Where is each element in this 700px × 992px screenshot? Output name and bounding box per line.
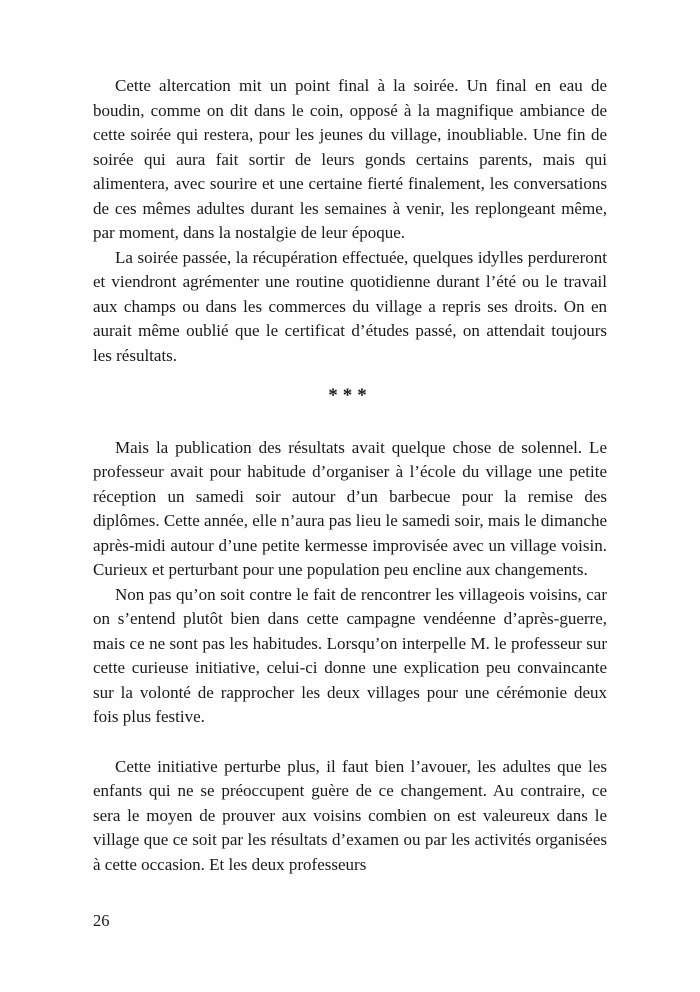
paragraph-4: Non pas qu’on soit contre le fait de rencontrer les villageois voisins, car on s’entend plutôt bien dans cette campagne vendéenne d’après-guerre, mais ce ne sont pas les habitudes. Lorsqu’on interpelle M. le professeur sur cette curieuse initiative, celui-ci donne une explication peu convaincante sur la volonté de rapprocher les deux villages pour une cérémonie deux fois plus festive. xyxy=(93,584,607,726)
section-separator: *** xyxy=(328,385,372,406)
page-number: 26 xyxy=(93,911,110,930)
page-body xyxy=(93,74,607,877)
paragraph-1: Cette altercation mit un point final à la soirée. Un final en eau de boudin, comme on dit dans le coin, opposé à la magnifique ambiance de cette soirée qui restera, pour les jeunes du village, inoubliable. Une fin de soirée qui aura fait sortir de leurs gonds certains parents, mais qui alimentera, avec sourire et une certaine fierté finalement, les conversations de ces mêmes adultes durant les semaines à venir, les replongeant même, par moment, dans la nostalgie de leur époque. xyxy=(93,76,607,242)
paragraph-3: Mais la publication des résultats avait quelque chose de solennel. Le professeur avait pour habitude d’organiser à l’école du village une petite réception un samedi soir autour d’un barbecue pour la remise des diplômes. Cette année, elle n’aura pas lieu le samedi soir, mais le dimanche après-midi autour d’une petite kermesse improvisée avec un village voisin. Curieux et perturbant pour une population peu encline aux changements. xyxy=(93,437,607,579)
paragraph-5: Cette initiative perturbe plus, il faut bien l’avouer, les adultes que les enfants qui ne se préoccupent guère de ce changement. Au contraire, ce sera le moyen de prouver aux voisins combien on est valeureux dans le village que ce soit par les résultats d’examen ou par les activités organisées à cette occasion. Et les deux professeurs xyxy=(93,756,607,874)
paragraph-2: La soirée passée, la récupération effectuée, quelques idylles perdureront et viendront agrémenter une routine quotidienne durant l’été ou le travail aux champs ou dans les commerces du village a repris ses droits. On en aurait même oublié que le certificat d’études passé, on attendait toujours les résultats. xyxy=(93,247,607,365)
